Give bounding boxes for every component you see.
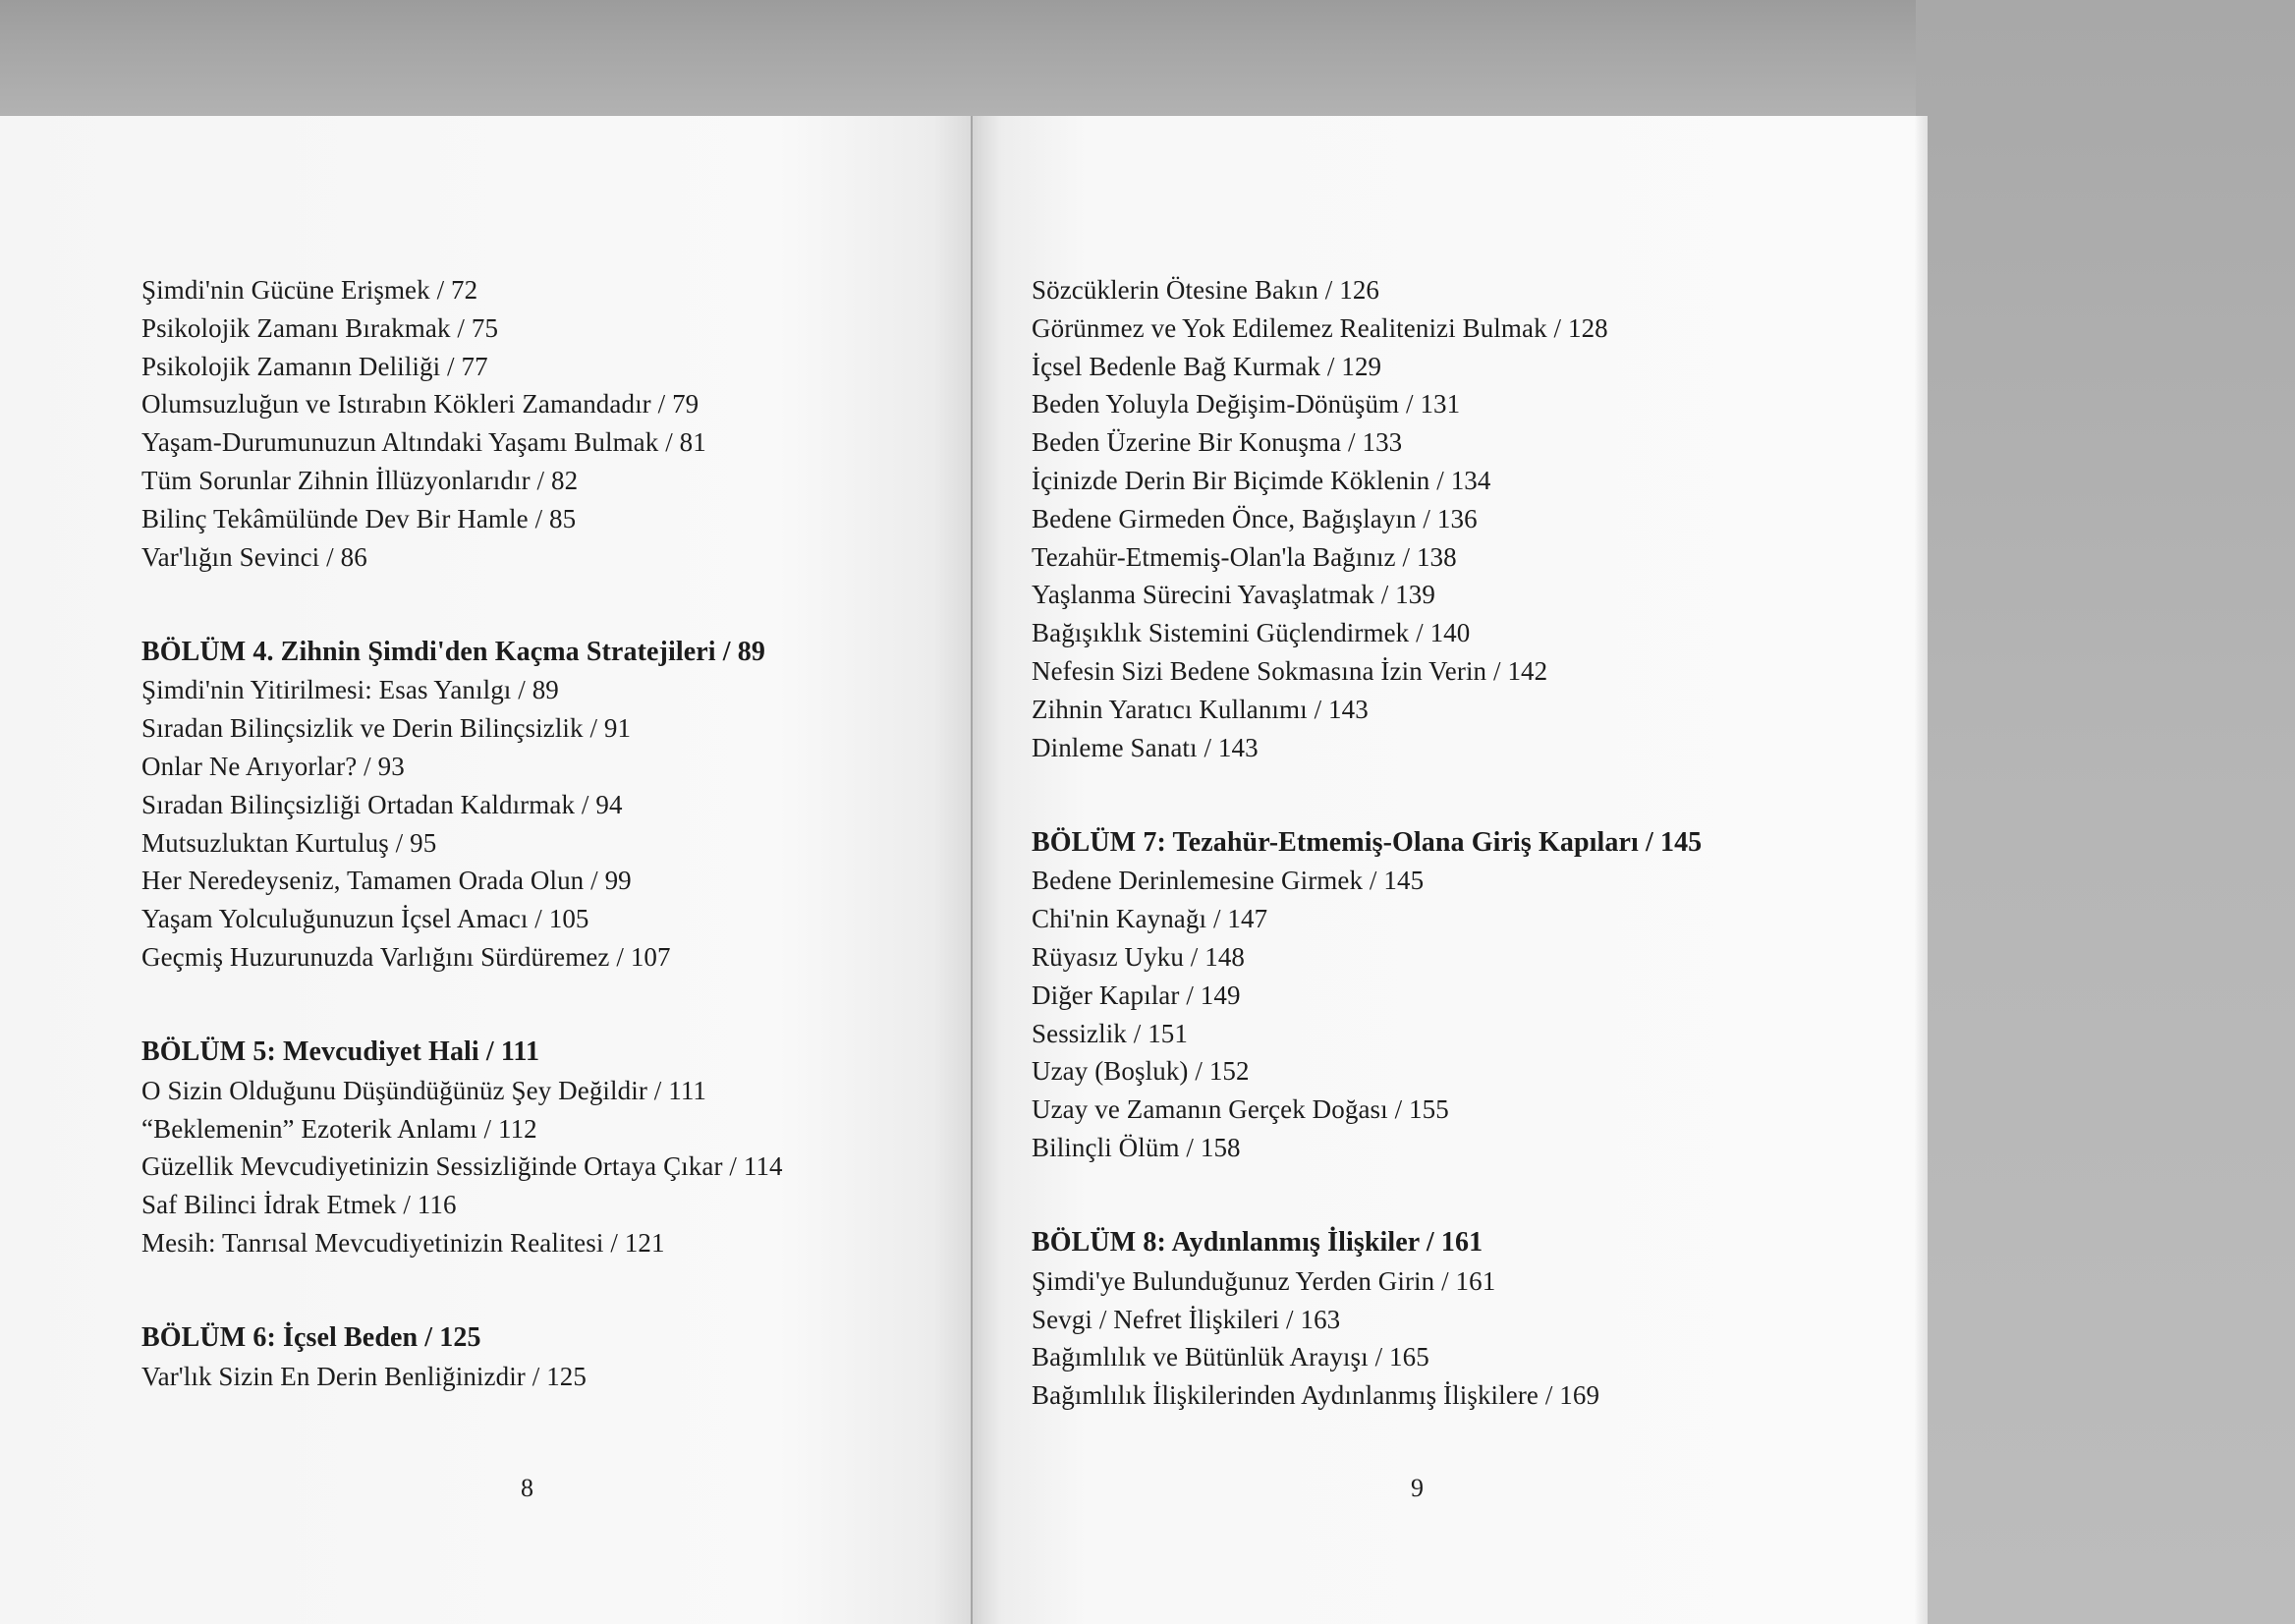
right-page bbox=[973, 116, 1928, 1624]
section-spacer bbox=[141, 977, 783, 1034]
page-number-right: 9 bbox=[1411, 1474, 1424, 1502]
toc-entry: Sessizlik / 151 bbox=[1032, 1018, 1189, 1048]
toc-entry: Bilinç Tekâmülünde Dev Bir Hamle / 85 bbox=[141, 503, 577, 533]
toc-entry: İçinizde Derin Bir Biçimde Köklenin / 134 bbox=[1032, 465, 1491, 495]
toc-entry: Mutsuzluktan Kurtuluş / 95 bbox=[141, 827, 437, 858]
toc-entry: Bağışıklık Sistemini Güçlendirmek / 140 bbox=[1032, 618, 1471, 648]
toc-entry: Diğer Kapılar / 149 bbox=[1032, 980, 1241, 1010]
chapter-heading: BÖLÜM 8: Aydınlanmış İlişkiler / 161 bbox=[1032, 1226, 1483, 1258]
section-spacer bbox=[1032, 766, 1702, 823]
toc-list-right bbox=[1032, 271, 1702, 1415]
toc-entry: Chi'nin Kaynağı / 147 bbox=[1032, 904, 1268, 934]
toc-entry: Var'lık Sizin En Derin Benliğinizdir / 125 bbox=[141, 1361, 587, 1391]
toc-entry: Her Neredeyseniz, Tamamen Orada Olun / 99 bbox=[141, 866, 632, 896]
toc-entry: Beden Üzerine Bir Konuşma / 133 bbox=[1032, 427, 1403, 458]
section-spacer bbox=[1032, 1167, 1702, 1224]
toc-entry: Nefesin Sizi Bedene Sokmasına İzin Verin / 142 bbox=[1032, 655, 1548, 686]
section-spacer bbox=[141, 1262, 783, 1319]
toc-entry: Bağımlılık İlişkilerinden Aydınlanmış İlişkilere / 169 bbox=[1032, 1380, 1600, 1411]
toc-entry: Saf Bilinci İdrak Etmek / 116 bbox=[141, 1190, 457, 1220]
toc-entry: Psikolojik Zamanın Deliliği / 77 bbox=[141, 351, 488, 381]
toc-entry: Sevgi / Nefret İlişkileri / 163 bbox=[1032, 1304, 1341, 1334]
toc-entry: Bedene Girmeden Önce, Bağışlayın / 136 bbox=[1032, 503, 1478, 533]
toc-entry: Yaşam Yolculuğunuzun İçsel Amacı / 105 bbox=[141, 904, 589, 934]
toc-entry: Geçmiş Huzurunuzda Varlığını Sürdüremez / 107 bbox=[141, 941, 671, 972]
toc-entry: Sözcüklerin Ötesine Bakın / 126 bbox=[1032, 275, 1380, 305]
toc-entry: Sıradan Bilinçsizlik ve Derin Bilinçsizlik / 91 bbox=[141, 713, 632, 744]
toc-entry: Şimdi'ye Bulunduğunuz Yerden Girin / 161 bbox=[1032, 1265, 1496, 1296]
toc-entry: Yaşam-Durumunuzun Altındaki Yaşamı Bulmak / 81 bbox=[141, 427, 706, 458]
toc-entry: Yaşlanma Sürecini Yavaşlatmak / 139 bbox=[1032, 580, 1435, 610]
toc-entry: Şimdi'nin Yitirilmesi: Esas Yanılgı / 89 bbox=[141, 675, 559, 705]
left-page bbox=[0, 116, 973, 1624]
toc-entry: Mesih: Tanrısal Mevcudiyetinizin Realitesi / 121 bbox=[141, 1227, 665, 1258]
page-number-left: 8 bbox=[521, 1474, 533, 1502]
toc-entry: Uzay (Boşluk) / 152 bbox=[1032, 1056, 1250, 1087]
toc-entry: Bağımlılık ve Bütünlük Arayışı / 165 bbox=[1032, 1342, 1429, 1372]
toc-entry: Olumsuzluğun ve Istırabın Kökleri Zamandadır / 79 bbox=[141, 389, 700, 420]
toc-entry: Bedene Derinlemesine Girmek / 145 bbox=[1032, 866, 1425, 896]
toc-entry: İçsel Bedenle Bağ Kurmak / 129 bbox=[1032, 351, 1382, 381]
toc-entry: Tüm Sorunlar Zihnin İllüzyonlarıdır / 82 bbox=[141, 465, 579, 495]
toc-entry: Psikolojik Zamanı Bırakmak / 75 bbox=[141, 312, 499, 343]
toc-entry: Görünmez ve Yok Edilemez Realitenizi Bulmak / 128 bbox=[1032, 312, 1608, 343]
scanner-background-right bbox=[1916, 0, 2295, 1624]
toc-entry: Beden Yoluyla Değişim-Dönüşüm / 131 bbox=[1032, 389, 1461, 420]
chapter-heading: BÖLÜM 6: İçsel Beden / 125 bbox=[141, 1321, 481, 1353]
toc-entry: Bilinçli Ölüm / 158 bbox=[1032, 1132, 1241, 1162]
toc-entry: Güzellik Mevcudiyetinizin Sessizliğinde Ortaya Çıkar / 114 bbox=[141, 1151, 783, 1182]
toc-entry: Dinleme Sanatı / 143 bbox=[1032, 732, 1259, 762]
toc-entry: Tezahür-Etmemiş-Olan'la Bağınız / 138 bbox=[1032, 541, 1457, 572]
toc-entry: O Sizin Olduğunu Düşündüğünüz Şey Değildir / 111 bbox=[141, 1075, 707, 1105]
chapter-heading: BÖLÜM 5: Mevcudiyet Hali / 111 bbox=[141, 1036, 540, 1067]
toc-entry: Sıradan Bilinçsizliği Ortadan Kaldırmak / 94 bbox=[141, 789, 623, 819]
section-spacer bbox=[141, 576, 783, 633]
toc-list-left bbox=[141, 271, 783, 1395]
chapter-heading: BÖLÜM 4. Zihnin Şimdi'den Kaçma Stratejileri / 89 bbox=[141, 636, 765, 667]
toc-entry: Onlar Ne Arıyorlar? / 93 bbox=[141, 751, 405, 781]
toc-entry: “Beklemenin” Ezoterik Anlamı / 112 bbox=[141, 1113, 537, 1144]
toc-entry: Rüyasız Uyku / 148 bbox=[1032, 941, 1246, 972]
toc-entry: Var'lığın Sevinci / 86 bbox=[141, 541, 367, 572]
toc-entry: Uzay ve Zamanın Gerçek Doğası / 155 bbox=[1032, 1094, 1449, 1125]
toc-entry: Şimdi'nin Gücüne Erişmek / 72 bbox=[141, 275, 478, 305]
toc-entry: Zihnin Yaratıcı Kullanımı / 143 bbox=[1032, 694, 1369, 724]
chapter-heading: BÖLÜM 7: Tezahür-Etmemiş-Olana Giriş Kapıları / 145 bbox=[1032, 826, 1703, 858]
